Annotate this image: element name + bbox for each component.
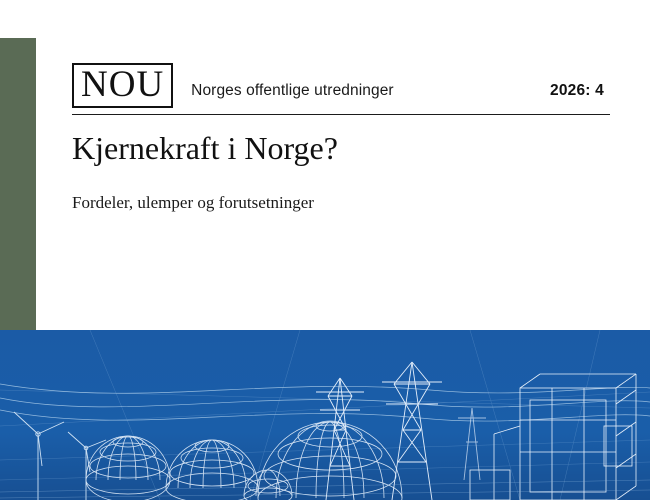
nou-logo: NOU xyxy=(72,63,173,108)
masthead-text-row xyxy=(191,82,610,100)
page-subtitle: Fordeler, ulemper og forutsetninger xyxy=(72,192,314,212)
masthead xyxy=(72,56,610,115)
series-number: 2026: 4 xyxy=(550,82,604,99)
right-margin xyxy=(610,0,650,330)
series-name: Norges offentlige utredninger xyxy=(191,82,394,99)
top-margin xyxy=(0,0,650,38)
cover-illustration xyxy=(0,330,650,500)
spine-stripe xyxy=(0,38,36,330)
title-block xyxy=(72,130,592,213)
page-title: Kjernekraft i Norge? xyxy=(72,130,338,166)
